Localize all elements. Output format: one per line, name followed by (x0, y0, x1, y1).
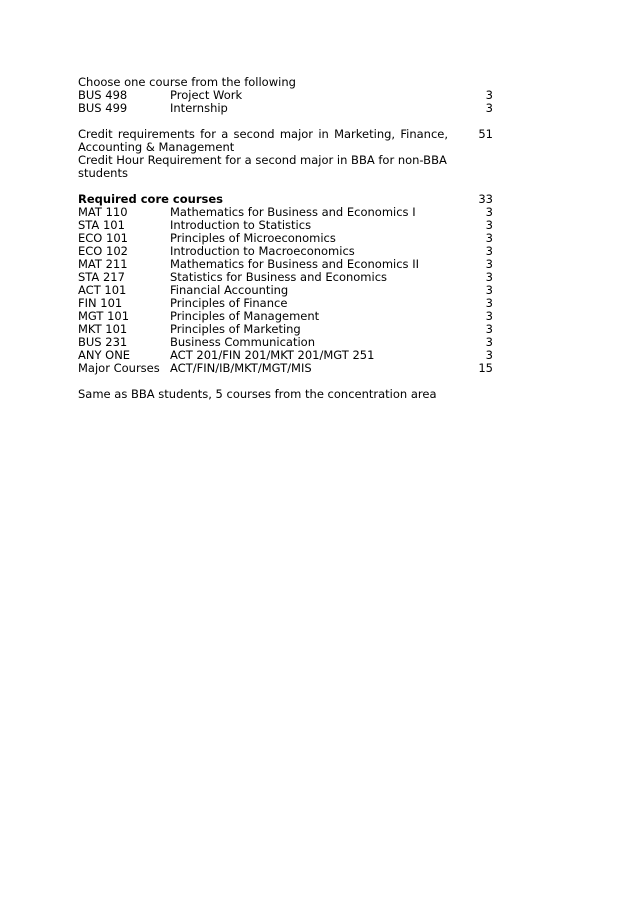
course-code: MKT 101 (78, 322, 128, 336)
course-code: STA 217 (78, 270, 125, 284)
non-bba-requirement (78, 154, 498, 180)
footer-note: Same as BBA students, 5 courses from the concentration area (78, 387, 437, 401)
course-code: ACT 101 (78, 283, 127, 297)
course-title: Project Work (170, 89, 243, 102)
course-code: MAT 211 (78, 257, 128, 271)
course-row (78, 219, 498, 232)
second-major-line-1: Credit requirements for a second major in Marketing, Finance, (78, 127, 448, 141)
course-row (78, 323, 498, 336)
course-title: Statistics for Business and Economics (170, 271, 388, 284)
course-title: Introduction to Statistics (170, 219, 312, 232)
course-credit: 3 (485, 283, 493, 297)
non-bba-line-1: Credit Hour Requirement for a second major in BBA for non-BBA (78, 153, 447, 167)
course-code: ANY ONE (78, 348, 131, 362)
course-row (78, 362, 498, 375)
course-code: BUS 498 (78, 88, 128, 102)
second-major-text (78, 128, 448, 154)
course-code: ECO 102 (78, 244, 128, 258)
course-row (78, 89, 498, 102)
course-title: Principles of Microeconomics (170, 232, 336, 245)
course-row (78, 271, 498, 284)
course-row (78, 297, 498, 310)
course-row (78, 206, 498, 219)
core-heading: Required core courses (78, 193, 223, 206)
course-credit: 3 (485, 335, 493, 349)
course-credit: 3 (485, 309, 493, 323)
course-credit: 3 (485, 257, 493, 271)
course-code: ECO 101 (78, 231, 128, 245)
spacer (78, 180, 498, 193)
second-major-credit: 51 (478, 127, 493, 141)
course-title: Principles of Management (170, 310, 320, 323)
course-row (78, 336, 498, 349)
course-row (78, 245, 498, 258)
course-title: ACT 201/FIN 201/MKT 201/MGT 251 (170, 349, 375, 362)
course-credit: 3 (485, 101, 493, 115)
course-title: Mathematics for Business and Economics II (170, 258, 419, 271)
course-row (78, 310, 498, 323)
course-title: ACT/FIN/IB/MKT/MGT/MIS (170, 362, 312, 375)
choose-course-list (78, 89, 498, 115)
course-title: Introduction to Macroeconomics (170, 245, 355, 258)
course-credit: 3 (485, 270, 493, 284)
course-credit: 15 (478, 361, 493, 375)
course-credit: 3 (485, 322, 493, 336)
course-code: BUS 499 (78, 101, 128, 115)
course-row (78, 232, 498, 245)
course-credit: 3 (485, 218, 493, 232)
course-row (78, 258, 498, 271)
course-title: Business Communication (170, 336, 316, 349)
course-credit: 3 (485, 348, 493, 362)
non-bba-text (78, 154, 448, 180)
course-title: Principles of Finance (170, 297, 288, 310)
course-credit: 3 (485, 205, 493, 219)
course-credit: 3 (485, 296, 493, 310)
course-code: MAT 110 (78, 205, 128, 219)
course-code: FIN 101 (78, 296, 123, 310)
second-major-line-2: Accounting & Management (78, 140, 235, 154)
course-title: Financial Accounting (170, 284, 289, 297)
course-credit: 3 (485, 231, 493, 245)
choose-heading: Choose one course from the following (78, 75, 296, 89)
course-code: STA 101 (78, 218, 125, 232)
document-page (78, 76, 498, 401)
core-heading-row (78, 193, 498, 206)
course-title: Principles of Marketing (170, 323, 301, 336)
second-major-requirement (78, 128, 498, 154)
course-title: Internship (170, 102, 228, 115)
course-code: BUS 231 (78, 335, 128, 349)
course-credit: 3 (485, 88, 493, 102)
course-code: Major Courses (78, 361, 160, 375)
core-total-credit: 33 (478, 192, 493, 206)
non-bba-line-2: students (78, 166, 128, 180)
core-course-list (78, 206, 498, 375)
course-row (78, 102, 498, 115)
course-credit: 3 (485, 244, 493, 258)
course-title: Mathematics for Business and Economics I (170, 206, 416, 219)
course-row (78, 284, 498, 297)
course-code: MGT 101 (78, 309, 130, 323)
